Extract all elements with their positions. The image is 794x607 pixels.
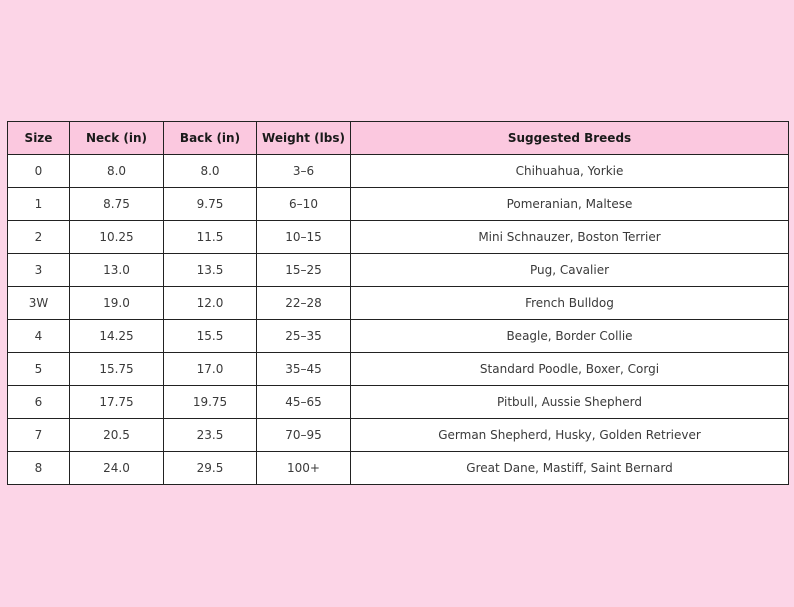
cell-weight: 70–95 (257, 419, 351, 452)
cell-weight: 3–6 (257, 155, 351, 188)
cell-back: 8.0 (164, 155, 257, 188)
cell-weight: 100+ (257, 452, 351, 485)
cell-back: 15.5 (164, 320, 257, 353)
cell-neck: 13.0 (70, 254, 164, 287)
cell-weight: 22–28 (257, 287, 351, 320)
cell-size: 7 (8, 419, 70, 452)
cell-size: 8 (8, 452, 70, 485)
header-size: Size (8, 122, 70, 155)
cell-back: 9.75 (164, 188, 257, 221)
cell-size: 3W (8, 287, 70, 320)
cell-neck: 14.25 (70, 320, 164, 353)
cell-back: 23.5 (164, 419, 257, 452)
table-row (8, 452, 789, 485)
cell-breeds: Pomeranian, Maltese (351, 188, 789, 221)
cell-back: 19.75 (164, 386, 257, 419)
cell-neck: 20.5 (70, 419, 164, 452)
cell-neck: 15.75 (70, 353, 164, 386)
cell-neck: 19.0 (70, 287, 164, 320)
cell-neck: 24.0 (70, 452, 164, 485)
cell-breeds: Standard Poodle, Boxer, Corgi (351, 353, 789, 386)
cell-neck: 10.25 (70, 221, 164, 254)
cell-size: 3 (8, 254, 70, 287)
cell-size: 4 (8, 320, 70, 353)
cell-weight: 10–15 (257, 221, 351, 254)
cell-weight: 45–65 (257, 386, 351, 419)
cell-neck: 8.75 (70, 188, 164, 221)
table-row (8, 287, 789, 320)
table-row (8, 353, 789, 386)
table-row (8, 386, 789, 419)
cell-size: 2 (8, 221, 70, 254)
table-row (8, 188, 789, 221)
table-body (8, 155, 789, 485)
cell-size: 0 (8, 155, 70, 188)
table-row (8, 221, 789, 254)
cell-weight: 25–35 (257, 320, 351, 353)
cell-weight: 35–45 (257, 353, 351, 386)
table-header-row (8, 122, 789, 155)
table-row (8, 419, 789, 452)
cell-breeds: German Shepherd, Husky, Golden Retriever (351, 419, 789, 452)
cell-back: 12.0 (164, 287, 257, 320)
header-neck: Neck (in) (70, 122, 164, 155)
cell-size: 5 (8, 353, 70, 386)
cell-breeds: Pug, Cavalier (351, 254, 789, 287)
table-row (8, 320, 789, 353)
cell-back: 11.5 (164, 221, 257, 254)
cell-neck: 17.75 (70, 386, 164, 419)
cell-weight: 15–25 (257, 254, 351, 287)
cell-neck: 8.0 (70, 155, 164, 188)
cell-breeds: Beagle, Border Collie (351, 320, 789, 353)
cell-breeds: French Bulldog (351, 287, 789, 320)
cell-size: 1 (8, 188, 70, 221)
header-back: Back (in) (164, 122, 257, 155)
cell-breeds: Pitbull, Aussie Shepherd (351, 386, 789, 419)
cell-back: 13.5 (164, 254, 257, 287)
cell-size: 6 (8, 386, 70, 419)
cell-breeds: Mini Schnauzer, Boston Terrier (351, 221, 789, 254)
cell-breeds: Great Dane, Mastiff, Saint Bernard (351, 452, 789, 485)
table-row (8, 155, 789, 188)
header-weight: Weight (lbs) (257, 122, 351, 155)
cell-weight: 6–10 (257, 188, 351, 221)
size-chart-table (7, 121, 789, 485)
cell-back: 29.5 (164, 452, 257, 485)
cell-breeds: Chihuahua, Yorkie (351, 155, 789, 188)
cell-back: 17.0 (164, 353, 257, 386)
table-row (8, 254, 789, 287)
header-breeds: Suggested Breeds (351, 122, 789, 155)
